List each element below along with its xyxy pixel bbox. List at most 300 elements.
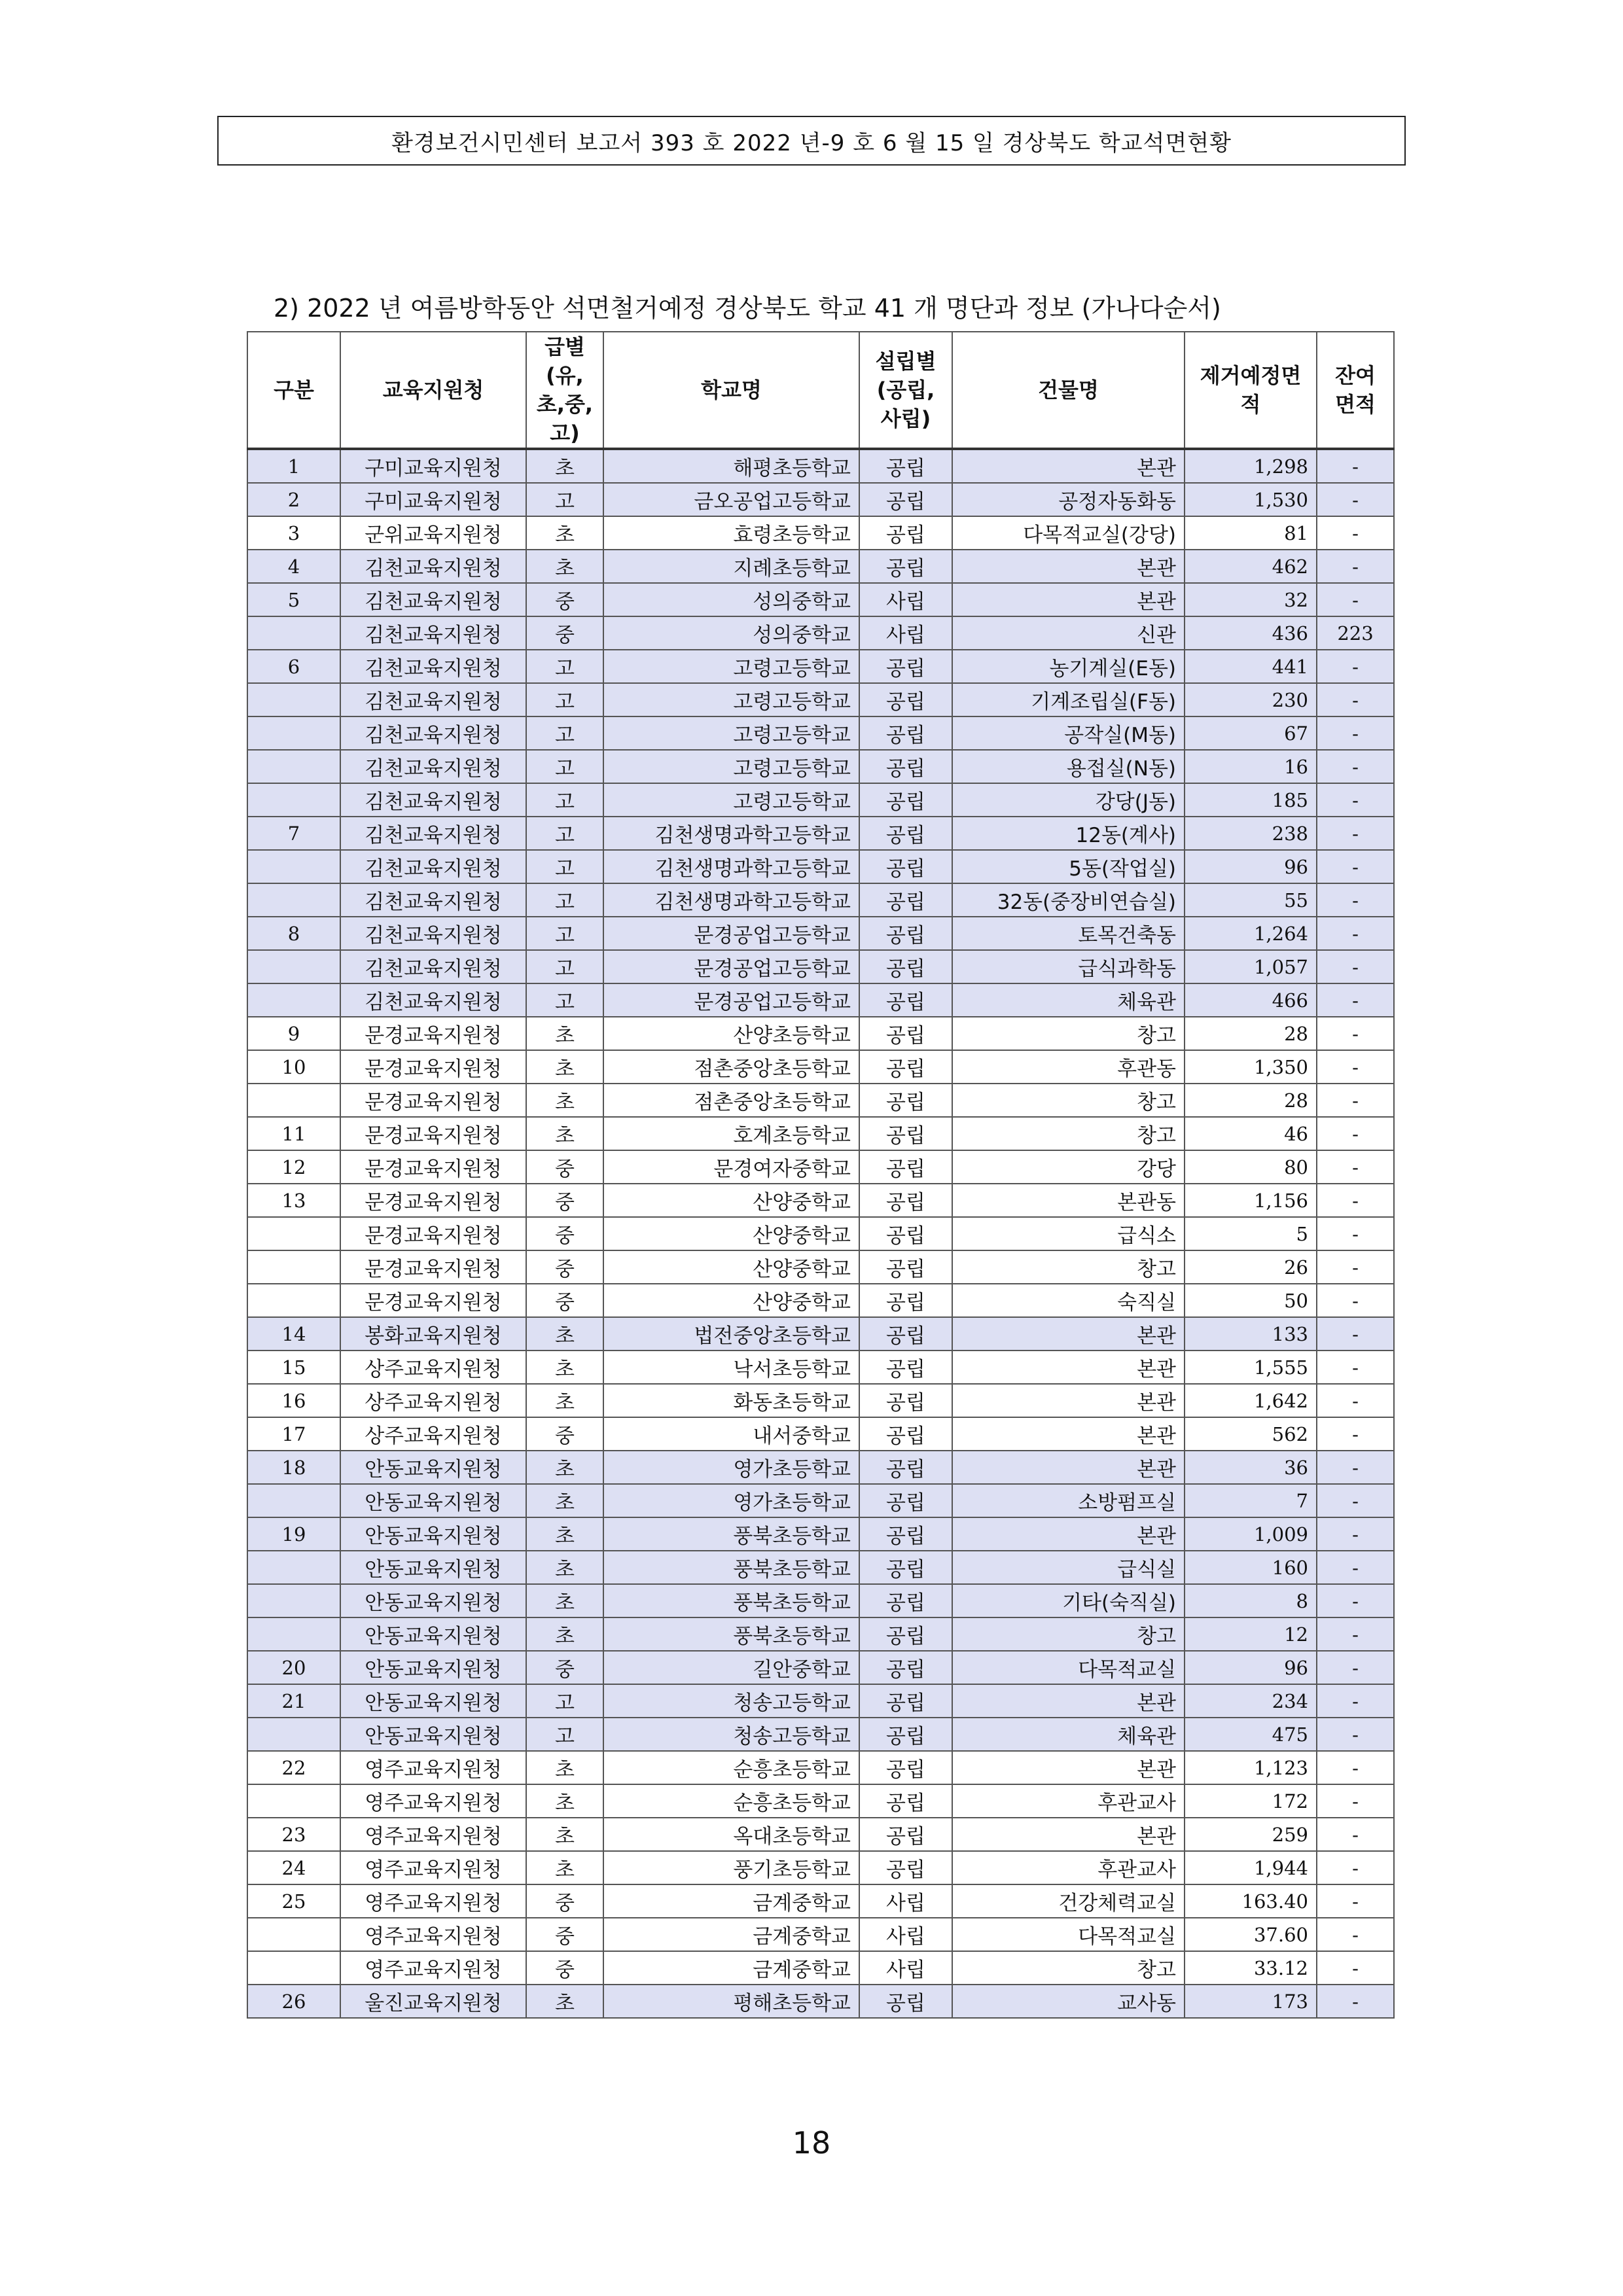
cell-building: 본관 — [952, 1384, 1185, 1417]
cell-remaining: - — [1317, 1651, 1394, 1684]
cell-index — [247, 1217, 340, 1250]
cell-area: 1,057 — [1185, 950, 1317, 983]
cell-remaining: 223 — [1317, 616, 1394, 650]
cell-remaining: - — [1317, 1484, 1394, 1517]
cell-type: 공립 — [859, 1851, 952, 1884]
cell-level: 초 — [526, 1317, 603, 1351]
cell-building: 다목적교실 — [952, 1918, 1185, 1951]
cell-school: 문경공업고등학교 — [603, 950, 859, 983]
cell-building: 본관 — [952, 1818, 1185, 1851]
cell-office: 문경교육지원청 — [340, 1117, 526, 1150]
table-row — [247, 1351, 1394, 1384]
table-row — [247, 483, 1394, 516]
cell-building: 본관 — [952, 1751, 1185, 1784]
cell-area: 46 — [1185, 1117, 1317, 1150]
cell-index — [247, 783, 340, 817]
cell-level: 초 — [526, 1551, 603, 1584]
table-row — [247, 817, 1394, 850]
cell-area: 5 — [1185, 1217, 1317, 1250]
cell-building: 공작실(M동) — [952, 716, 1185, 750]
cell-school: 효령초등학교 — [603, 516, 859, 550]
cell-school: 금오공업고등학교 — [603, 483, 859, 516]
cell-area: 1,123 — [1185, 1751, 1317, 1784]
cell-level: 중 — [526, 1150, 603, 1184]
cell-index — [247, 1718, 340, 1751]
cell-level: 고 — [526, 683, 603, 716]
cell-office: 영주교육지원청 — [340, 1751, 526, 1784]
cell-type: 공립 — [859, 783, 952, 817]
cell-remaining: - — [1317, 449, 1394, 483]
table-row — [247, 1551, 1394, 1584]
cell-type: 사립 — [859, 1951, 952, 1985]
cell-area: 33.12 — [1185, 1951, 1317, 1985]
cell-school: 고령고등학교 — [603, 750, 859, 783]
cell-level: 초 — [526, 1851, 603, 1884]
cell-index: 13 — [247, 1184, 340, 1217]
cell-type: 공립 — [859, 716, 952, 750]
cell-index — [247, 683, 340, 716]
cell-level: 초 — [526, 1784, 603, 1818]
cell-level: 고 — [526, 1684, 603, 1718]
cell-school: 김천생명과학고등학교 — [603, 817, 859, 850]
cell-school: 풍북초등학교 — [603, 1551, 859, 1584]
cell-building: 체육관 — [952, 1718, 1185, 1751]
table-row — [247, 1818, 1394, 1851]
cell-remaining: - — [1317, 1751, 1394, 1784]
table-row — [247, 1584, 1394, 1617]
cell-remaining: - — [1317, 1317, 1394, 1351]
cell-school: 김천생명과학고등학교 — [603, 850, 859, 883]
cell-office: 김천교육지원청 — [340, 883, 526, 917]
cell-index — [247, 1784, 340, 1818]
cell-index — [247, 1951, 340, 1985]
cell-area: 16 — [1185, 750, 1317, 783]
cell-type: 공립 — [859, 817, 952, 850]
table-row — [247, 750, 1394, 783]
cell-building: 강당 — [952, 1150, 1185, 1184]
cell-remaining: - — [1317, 583, 1394, 616]
cell-type: 공립 — [859, 850, 952, 883]
cell-building: 신관 — [952, 616, 1185, 650]
cell-type: 공립 — [859, 950, 952, 983]
cell-index — [247, 716, 340, 750]
cell-remaining: - — [1317, 1684, 1394, 1718]
cell-building: 32동(중장비연습실) — [952, 883, 1185, 917]
cell-remaining: - — [1317, 1117, 1394, 1150]
cell-index: 17 — [247, 1417, 340, 1451]
cell-area: 37.60 — [1185, 1918, 1317, 1951]
cell-office: 안동교육지원청 — [340, 1651, 526, 1684]
cell-index: 2 — [247, 483, 340, 516]
cell-building: 창고 — [952, 1084, 1185, 1117]
cell-area: 28 — [1185, 1017, 1317, 1050]
cell-building: 농기계실(E동) — [952, 650, 1185, 683]
cell-area: 462 — [1185, 550, 1317, 583]
table-row — [247, 1117, 1394, 1150]
cell-school: 청송고등학교 — [603, 1718, 859, 1751]
cell-level: 중 — [526, 1217, 603, 1250]
cell-level: 초 — [526, 516, 603, 550]
cell-remaining: - — [1317, 1718, 1394, 1751]
page-number: 18 — [792, 2125, 831, 2161]
cell-building: 용접실(N동) — [952, 750, 1185, 783]
cell-level: 초 — [526, 1517, 603, 1551]
cell-school: 낙서초등학교 — [603, 1351, 859, 1384]
cell-building: 후관교사 — [952, 1851, 1185, 1884]
cell-remaining: - — [1317, 1851, 1394, 1884]
cell-remaining: - — [1317, 1584, 1394, 1617]
cell-school: 문경공업고등학교 — [603, 983, 859, 1017]
cell-level: 고 — [526, 650, 603, 683]
cell-level: 초 — [526, 1084, 603, 1117]
cell-remaining: - — [1317, 516, 1394, 550]
header-type: 설립별(공립,사립) — [859, 332, 952, 449]
cell-type: 공립 — [859, 1818, 952, 1851]
cell-building: 창고 — [952, 1617, 1185, 1651]
cell-type: 공립 — [859, 1317, 952, 1351]
cell-level: 고 — [526, 1718, 603, 1751]
cell-index: 23 — [247, 1818, 340, 1851]
cell-office: 안동교육지원청 — [340, 1718, 526, 1751]
cell-office: 김천교육지원청 — [340, 716, 526, 750]
cell-remaining: - — [1317, 1351, 1394, 1384]
cell-office: 김천교육지원청 — [340, 817, 526, 850]
cell-remaining: - — [1317, 1551, 1394, 1584]
cell-office: 김천교육지원청 — [340, 616, 526, 650]
cell-area: 7 — [1185, 1484, 1317, 1517]
school-asbestos-table — [247, 331, 1395, 2019]
cell-level: 초 — [526, 1050, 603, 1084]
cell-index — [247, 950, 340, 983]
cell-school: 고령고등학교 — [603, 783, 859, 817]
cell-level: 고 — [526, 850, 603, 883]
cell-building: 창고 — [952, 1117, 1185, 1150]
cell-area: 26 — [1185, 1250, 1317, 1284]
cell-level: 중 — [526, 1417, 603, 1451]
cell-level: 고 — [526, 716, 603, 750]
cell-building: 본관 — [952, 1451, 1185, 1484]
cell-office: 안동교육지원청 — [340, 1684, 526, 1718]
cell-office: 김천교육지원청 — [340, 583, 526, 616]
cell-type: 공립 — [859, 1084, 952, 1117]
cell-index — [247, 1284, 340, 1317]
cell-building: 본관 — [952, 1684, 1185, 1718]
cell-type: 사립 — [859, 1918, 952, 1951]
cell-area: 238 — [1185, 817, 1317, 850]
cell-type: 공립 — [859, 1184, 952, 1217]
cell-office: 안동교육지원청 — [340, 1484, 526, 1517]
cell-area: 185 — [1185, 783, 1317, 817]
cell-remaining: - — [1317, 1784, 1394, 1818]
cell-type: 공립 — [859, 1684, 952, 1718]
cell-office: 봉화교육지원청 — [340, 1317, 526, 1351]
cell-index: 7 — [247, 817, 340, 850]
cell-remaining: - — [1317, 817, 1394, 850]
header-area: 제거예정면적 — [1185, 332, 1317, 449]
cell-remaining: - — [1317, 650, 1394, 683]
cell-school: 호계초등학교 — [603, 1117, 859, 1150]
cell-area: 562 — [1185, 1417, 1317, 1451]
cell-index — [247, 1484, 340, 1517]
cell-level: 중 — [526, 1884, 603, 1918]
cell-index: 10 — [247, 1050, 340, 1084]
cell-office: 군위교육지원청 — [340, 516, 526, 550]
cell-area: 50 — [1185, 1284, 1317, 1317]
cell-office: 안동교육지원청 — [340, 1451, 526, 1484]
cell-building: 본관동 — [952, 1184, 1185, 1217]
cell-type: 공립 — [859, 1784, 952, 1818]
cell-office: 구미교육지원청 — [340, 449, 526, 483]
cell-type: 공립 — [859, 983, 952, 1017]
cell-office: 영주교육지원청 — [340, 1918, 526, 1951]
table-row — [247, 583, 1394, 616]
cell-school: 점촌중앙초등학교 — [603, 1050, 859, 1084]
table-row — [247, 1718, 1394, 1751]
cell-building: 후관교사 — [952, 1784, 1185, 1818]
cell-area: 466 — [1185, 983, 1317, 1017]
cell-school: 고령고등학교 — [603, 683, 859, 716]
cell-index — [247, 1250, 340, 1284]
cell-remaining: - — [1317, 1918, 1394, 1951]
cell-area: 96 — [1185, 850, 1317, 883]
cell-type: 공립 — [859, 550, 952, 583]
cell-remaining: - — [1317, 550, 1394, 583]
cell-school: 산양중학교 — [603, 1184, 859, 1217]
cell-building: 체육관 — [952, 983, 1185, 1017]
cell-level: 중 — [526, 1918, 603, 1951]
cell-level: 초 — [526, 1384, 603, 1417]
cell-building: 급식소 — [952, 1217, 1185, 1250]
cell-index: 19 — [247, 1517, 340, 1551]
cell-type: 공립 — [859, 1417, 952, 1451]
cell-school: 화동초등학교 — [603, 1384, 859, 1417]
cell-office: 안동교육지원청 — [340, 1584, 526, 1617]
cell-index: 21 — [247, 1684, 340, 1718]
cell-level: 중 — [526, 1951, 603, 1985]
cell-index — [247, 983, 340, 1017]
cell-area: 67 — [1185, 716, 1317, 750]
cell-level: 초 — [526, 1985, 603, 2018]
cell-office: 문경교육지원청 — [340, 1084, 526, 1117]
cell-level: 초 — [526, 1584, 603, 1617]
cell-office: 문경교육지원청 — [340, 1050, 526, 1084]
cell-index: 11 — [247, 1117, 340, 1150]
cell-level: 고 — [526, 917, 603, 950]
cell-remaining: - — [1317, 716, 1394, 750]
cell-school: 풍북초등학교 — [603, 1584, 859, 1617]
cell-office: 안동교육지원청 — [340, 1551, 526, 1584]
cell-index — [247, 850, 340, 883]
header-remaining: 잔여면적 — [1317, 332, 1394, 449]
cell-office: 문경교육지원청 — [340, 1150, 526, 1184]
cell-index: 24 — [247, 1851, 340, 1884]
table-row — [247, 1084, 1394, 1117]
cell-building: 본관 — [952, 449, 1185, 483]
cell-building: 숙직실 — [952, 1284, 1185, 1317]
report-header — [217, 116, 1406, 166]
cell-level: 고 — [526, 783, 603, 817]
cell-level: 중 — [526, 1651, 603, 1684]
cell-office: 문경교육지원청 — [340, 1017, 526, 1050]
cell-school: 성의중학교 — [603, 616, 859, 650]
cell-index: 25 — [247, 1884, 340, 1918]
cell-index — [247, 616, 340, 650]
cell-remaining: - — [1317, 1417, 1394, 1451]
cell-building: 5동(작업실) — [952, 850, 1185, 883]
cell-type: 공립 — [859, 883, 952, 917]
cell-school: 점촌중앙초등학교 — [603, 1084, 859, 1117]
cell-building: 본관 — [952, 1517, 1185, 1551]
cell-remaining: - — [1317, 1284, 1394, 1317]
cell-level: 초 — [526, 1451, 603, 1484]
cell-index: 16 — [247, 1384, 340, 1417]
cell-school: 영가초등학교 — [603, 1484, 859, 1517]
cell-area: 234 — [1185, 1684, 1317, 1718]
cell-index: 8 — [247, 917, 340, 950]
cell-school: 김천생명과학고등학교 — [603, 883, 859, 917]
cell-office: 김천교육지원청 — [340, 917, 526, 950]
table-row — [247, 1784, 1394, 1818]
cell-index — [247, 1551, 340, 1584]
cell-area: 36 — [1185, 1451, 1317, 1484]
cell-school: 지례초등학교 — [603, 550, 859, 583]
cell-area: 1,944 — [1185, 1851, 1317, 1884]
table-row — [247, 1884, 1394, 1918]
cell-school: 영가초등학교 — [603, 1451, 859, 1484]
cell-area: 230 — [1185, 683, 1317, 716]
cell-level: 초 — [526, 1117, 603, 1150]
header-school: 학교명 — [603, 332, 859, 449]
cell-school: 문경공업고등학교 — [603, 917, 859, 950]
cell-level: 고 — [526, 483, 603, 516]
cell-type: 공립 — [859, 1584, 952, 1617]
cell-level: 초 — [526, 550, 603, 583]
cell-school: 금계중학교 — [603, 1951, 859, 1985]
cell-type: 공립 — [859, 1117, 952, 1150]
cell-office: 문경교육지원청 — [340, 1284, 526, 1317]
cell-school: 고령고등학교 — [603, 650, 859, 683]
cell-type: 공립 — [859, 1551, 952, 1584]
cell-office: 영주교육지원청 — [340, 1951, 526, 1985]
cell-building: 본관 — [952, 1317, 1185, 1351]
table-row — [247, 1417, 1394, 1451]
cell-building: 12동(계사) — [952, 817, 1185, 850]
cell-remaining: - — [1317, 1985, 1394, 2018]
cell-office: 김천교육지원청 — [340, 683, 526, 716]
cell-type: 공립 — [859, 917, 952, 950]
cell-type: 공립 — [859, 1451, 952, 1484]
cell-building: 기계조립실(F동) — [952, 683, 1185, 716]
header-level: 급별(유,초,중,고) — [526, 332, 603, 449]
cell-type: 공립 — [859, 1217, 952, 1250]
cell-type: 사립 — [859, 616, 952, 650]
cell-area: 1,530 — [1185, 483, 1317, 516]
cell-index: 5 — [247, 583, 340, 616]
table-header-row — [247, 332, 1394, 449]
table-row — [247, 1918, 1394, 1951]
cell-building: 본관 — [952, 1417, 1185, 1451]
cell-office: 상주교육지원청 — [340, 1417, 526, 1451]
cell-building: 건강체력교실 — [952, 1884, 1185, 1918]
cell-remaining: - — [1317, 917, 1394, 950]
cell-building: 본관 — [952, 583, 1185, 616]
table-row — [247, 449, 1394, 483]
cell-office: 상주교육지원청 — [340, 1351, 526, 1384]
cell-type: 공립 — [859, 516, 952, 550]
cell-area: 1,156 — [1185, 1184, 1317, 1217]
cell-office: 안동교육지원청 — [340, 1517, 526, 1551]
cell-level: 초 — [526, 449, 603, 483]
cell-level: 중 — [526, 616, 603, 650]
cell-type: 공립 — [859, 1751, 952, 1784]
cell-school: 내서중학교 — [603, 1417, 859, 1451]
table-row — [247, 1517, 1394, 1551]
cell-remaining: - — [1317, 1818, 1394, 1851]
cell-school: 고령고등학교 — [603, 716, 859, 750]
cell-index: 22 — [247, 1751, 340, 1784]
cell-area: 1,264 — [1185, 917, 1317, 950]
cell-level: 고 — [526, 883, 603, 917]
cell-area: 436 — [1185, 616, 1317, 650]
cell-type: 공립 — [859, 1718, 952, 1751]
cell-level: 초 — [526, 1751, 603, 1784]
cell-office: 김천교육지원청 — [340, 850, 526, 883]
table-row — [247, 516, 1394, 550]
cell-building: 본관 — [952, 550, 1185, 583]
cell-index — [247, 1617, 340, 1651]
cell-index: 3 — [247, 516, 340, 550]
cell-remaining: - — [1317, 1517, 1394, 1551]
cell-type: 공립 — [859, 650, 952, 683]
cell-type: 공립 — [859, 1284, 952, 1317]
cell-remaining: - — [1317, 1050, 1394, 1084]
cell-office: 김천교육지원청 — [340, 750, 526, 783]
cell-building: 본관 — [952, 1351, 1185, 1384]
cell-building: 급식실 — [952, 1551, 1185, 1584]
cell-area: 163.40 — [1185, 1884, 1317, 1918]
table-row — [247, 1951, 1394, 1985]
cell-area: 1,555 — [1185, 1351, 1317, 1384]
cell-office: 김천교육지원청 — [340, 950, 526, 983]
cell-area: 259 — [1185, 1818, 1317, 1851]
header-index: 구분 — [247, 332, 340, 449]
cell-school: 청송고등학교 — [603, 1684, 859, 1718]
cell-remaining: - — [1317, 683, 1394, 716]
cell-remaining: - — [1317, 483, 1394, 516]
table-row — [247, 550, 1394, 583]
cell-building: 토목건축동 — [952, 917, 1185, 950]
cell-remaining: - — [1317, 1150, 1394, 1184]
cell-building: 후관동 — [952, 1050, 1185, 1084]
cell-school: 산양중학교 — [603, 1217, 859, 1250]
cell-remaining: - — [1317, 950, 1394, 983]
cell-type: 공립 — [859, 1150, 952, 1184]
cell-office: 김천교육지원청 — [340, 550, 526, 583]
cell-level: 초 — [526, 1351, 603, 1384]
cell-school: 성의중학교 — [603, 583, 859, 616]
cell-building: 창고 — [952, 1951, 1185, 1985]
cell-remaining: - — [1317, 983, 1394, 1017]
cell-level: 고 — [526, 817, 603, 850]
cell-type: 공립 — [859, 750, 952, 783]
cell-level: 중 — [526, 1184, 603, 1217]
cell-type: 공립 — [859, 1985, 952, 2018]
cell-remaining: - — [1317, 1217, 1394, 1250]
table-row — [247, 1184, 1394, 1217]
cell-index: 6 — [247, 650, 340, 683]
cell-type: 사립 — [859, 1884, 952, 1918]
cell-remaining: - — [1317, 1451, 1394, 1484]
